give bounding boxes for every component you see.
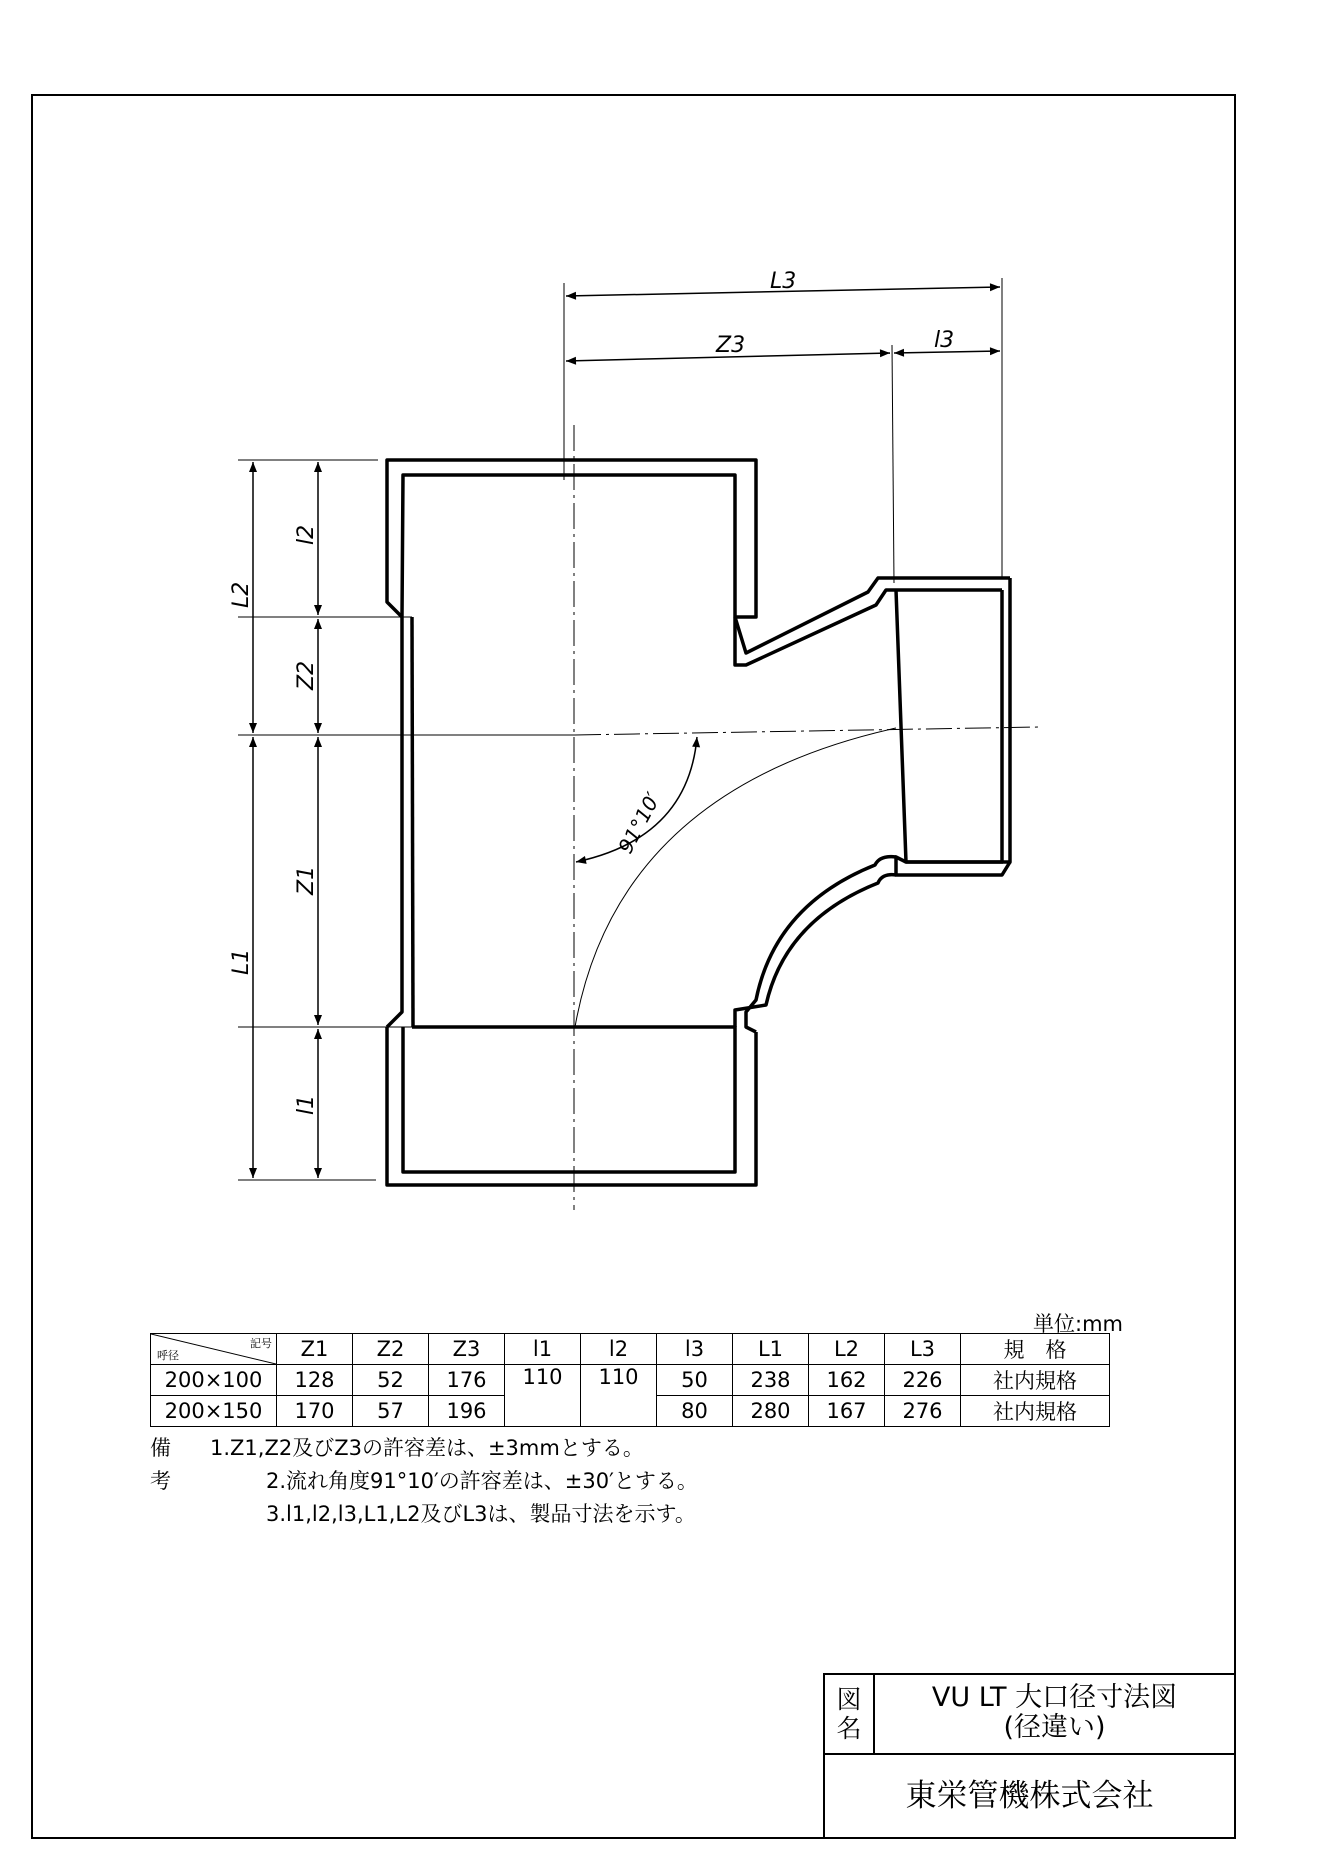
drawing-name-label (825, 1675, 875, 1755)
cell-spec: 社内規格 (961, 1365, 1110, 1396)
cell-spec: 社内規格 (961, 1396, 1110, 1427)
header-L1: L1 (733, 1334, 809, 1365)
note-item: 2.流れ角度91°10′の許容差は、±30′とする。 (266, 1469, 698, 1493)
cell-Z3: 176 (429, 1365, 505, 1396)
table-header-row (151, 1334, 1110, 1365)
cell-Z1: 170 (277, 1396, 353, 1427)
header-Z2: Z2 (353, 1334, 429, 1365)
drawing-name-line2: (径違い) (1003, 1712, 1106, 1743)
dim-label-Z1: Z1 (294, 865, 319, 895)
dim-label-angle: 91°10′ (613, 788, 666, 858)
cell-Z3: 196 (429, 1396, 505, 1427)
corner-bottom-label: 呼径 (157, 1349, 179, 1362)
table-corner-cell (151, 1334, 277, 1365)
header-L2: L2 (809, 1334, 885, 1365)
dim-label-L3: L3 (770, 269, 797, 294)
header-l1: l1 (505, 1334, 581, 1365)
cell-L1: 238 (733, 1365, 809, 1396)
cell-size: 200×100 (151, 1365, 277, 1396)
notes-heading: 備考 (150, 1436, 171, 1493)
corner-top-label: 記号 (250, 1337, 272, 1350)
cell-l3: 80 (657, 1396, 733, 1427)
title-block (823, 1673, 1234, 1837)
dim-label-l3: l3 (934, 328, 955, 353)
table-row (151, 1365, 1110, 1396)
unit-label: 単位:mm (1033, 1312, 1123, 1336)
cell-L2: 162 (809, 1365, 885, 1396)
dim-label-l1: l1 (294, 1094, 319, 1115)
dim-label-Z2: Z2 (294, 660, 319, 690)
cell-L2: 167 (809, 1396, 885, 1427)
header-l2: l2 (581, 1334, 657, 1365)
header-spec: 規 格 (961, 1334, 1110, 1365)
drawing-name (875, 1675, 1234, 1755)
note-item: 3.l1,l2,l3,L1,L2及びL3は、製品寸法を示す。 (266, 1502, 696, 1526)
cell-Z2: 57 (353, 1396, 429, 1427)
cell-l2: 110 (581, 1365, 657, 1427)
cell-L3: 276 (885, 1396, 961, 1427)
dim-label-L1: L1 (229, 948, 254, 975)
note-item: 1.Z1,Z2及びZ3の許容差は、±3mmとする。 (210, 1436, 644, 1460)
header-l3: l3 (657, 1334, 733, 1365)
dim-label-Z3: Z3 (716, 333, 746, 358)
notes-list (210, 1432, 698, 1531)
cell-Z1: 128 (277, 1365, 353, 1396)
drawing-name-line1: VU LT 大口径寸法図 (931, 1682, 1178, 1713)
dimension-labels (229, 269, 954, 1115)
header-Z1: Z1 (277, 1334, 353, 1365)
dim-label-L2: L2 (229, 581, 254, 608)
cell-l1: 110 (505, 1365, 581, 1427)
cell-size: 200×150 (151, 1396, 277, 1427)
dimension-table (150, 1333, 1110, 1427)
dimension-lines (253, 287, 1000, 1178)
fitting-outline (387, 460, 1010, 1185)
extension-lines (238, 278, 1002, 1180)
header-L3: L3 (885, 1334, 961, 1365)
cell-l3: 50 (657, 1365, 733, 1396)
cell-L1: 280 (733, 1396, 809, 1427)
dim-label-l2: l2 (294, 524, 319, 545)
header-Z3: Z3 (429, 1334, 505, 1365)
label-bottom: 名 (836, 1714, 862, 1743)
cell-L3: 226 (885, 1365, 961, 1396)
cell-Z2: 52 (353, 1365, 429, 1396)
company-name: 東栄管機株式会社 (905, 1778, 1154, 1814)
label-top: 図 (836, 1685, 862, 1714)
